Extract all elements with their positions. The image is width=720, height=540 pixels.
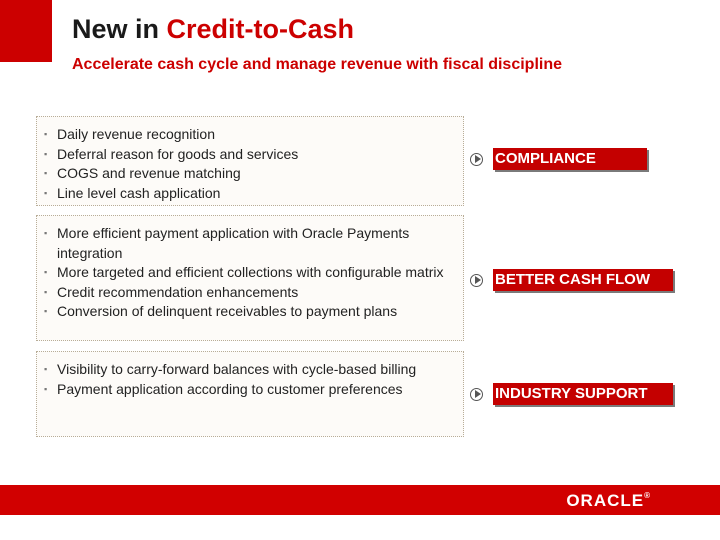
page-title — [72, 14, 354, 45]
list-item-text: Conversion of delinquent receivables to payment plans — [57, 303, 398, 319]
list-item — [42, 283, 455, 303]
bullet-icon: ▪ — [44, 187, 48, 198]
page-subtitle: Accelerate cash cycle and manage revenue with fiscal discipline — [72, 56, 562, 73]
tag-industry-support — [470, 383, 673, 405]
tag-better-cash-flow — [470, 269, 673, 291]
bullet-list — [42, 125, 455, 203]
bullet-icon: ▪ — [44, 306, 48, 316]
bullet-icon: ▪ — [44, 286, 48, 297]
play-icon — [470, 274, 483, 287]
tag-compliance — [470, 148, 647, 170]
list-item — [42, 125, 455, 145]
bullet-icon: ▪ — [44, 364, 48, 374]
list-item — [42, 184, 455, 204]
play-icon — [470, 388, 483, 401]
tag-label: BETTER CASH FLOW — [493, 269, 673, 291]
list-item — [42, 302, 455, 322]
tag-label: INDUSTRY SUPPORT — [493, 383, 673, 405]
list-item-text: Payment application according to customer preferences — [57, 380, 403, 397]
feature-box-compliance — [36, 116, 464, 206]
list-item — [42, 145, 455, 165]
bullet-icon: ▪ — [44, 267, 48, 277]
list-item-text: Deferral reason for goods and services — [57, 145, 299, 162]
oracle-logo: ORACLE® — [566, 491, 650, 510]
list-item-text: More efficient payment application with Oracle Payments integration — [57, 225, 410, 261]
list-item-text: Credit recommendation enhancements — [57, 283, 299, 300]
bullet-icon: ▪ — [44, 168, 48, 178]
list-item — [42, 263, 455, 283]
feature-box-industry — [36, 351, 464, 437]
list-item-text: Visibility to carry-forward balances with cycle-based billing — [57, 361, 417, 377]
list-item — [42, 164, 455, 184]
list-item-text: COGS and revenue matching — [57, 165, 241, 181]
list-item — [42, 360, 455, 380]
list-item-text: Line level cash application — [57, 184, 221, 201]
list-item-text: Daily revenue recognition — [57, 126, 215, 142]
list-item — [42, 380, 455, 400]
bullet-icon: ▪ — [44, 129, 48, 139]
header-accent-bar — [0, 0, 52, 62]
bullet-icon: ▪ — [44, 228, 48, 238]
list-item — [42, 224, 455, 263]
tag-label: COMPLIANCE — [493, 148, 647, 170]
bullet-list — [42, 360, 455, 399]
bullet-icon: ▪ — [44, 383, 48, 394]
title-prefix: New in — [72, 14, 167, 44]
bullet-icon: ▪ — [44, 148, 48, 159]
feature-box-cash-flow — [36, 215, 464, 341]
list-item-text: More targeted and efficient collections with configurable matrix — [57, 264, 444, 280]
bullet-list — [42, 224, 455, 322]
play-icon — [470, 153, 483, 166]
title-accent: Credit-to-Cash — [166, 14, 355, 44]
